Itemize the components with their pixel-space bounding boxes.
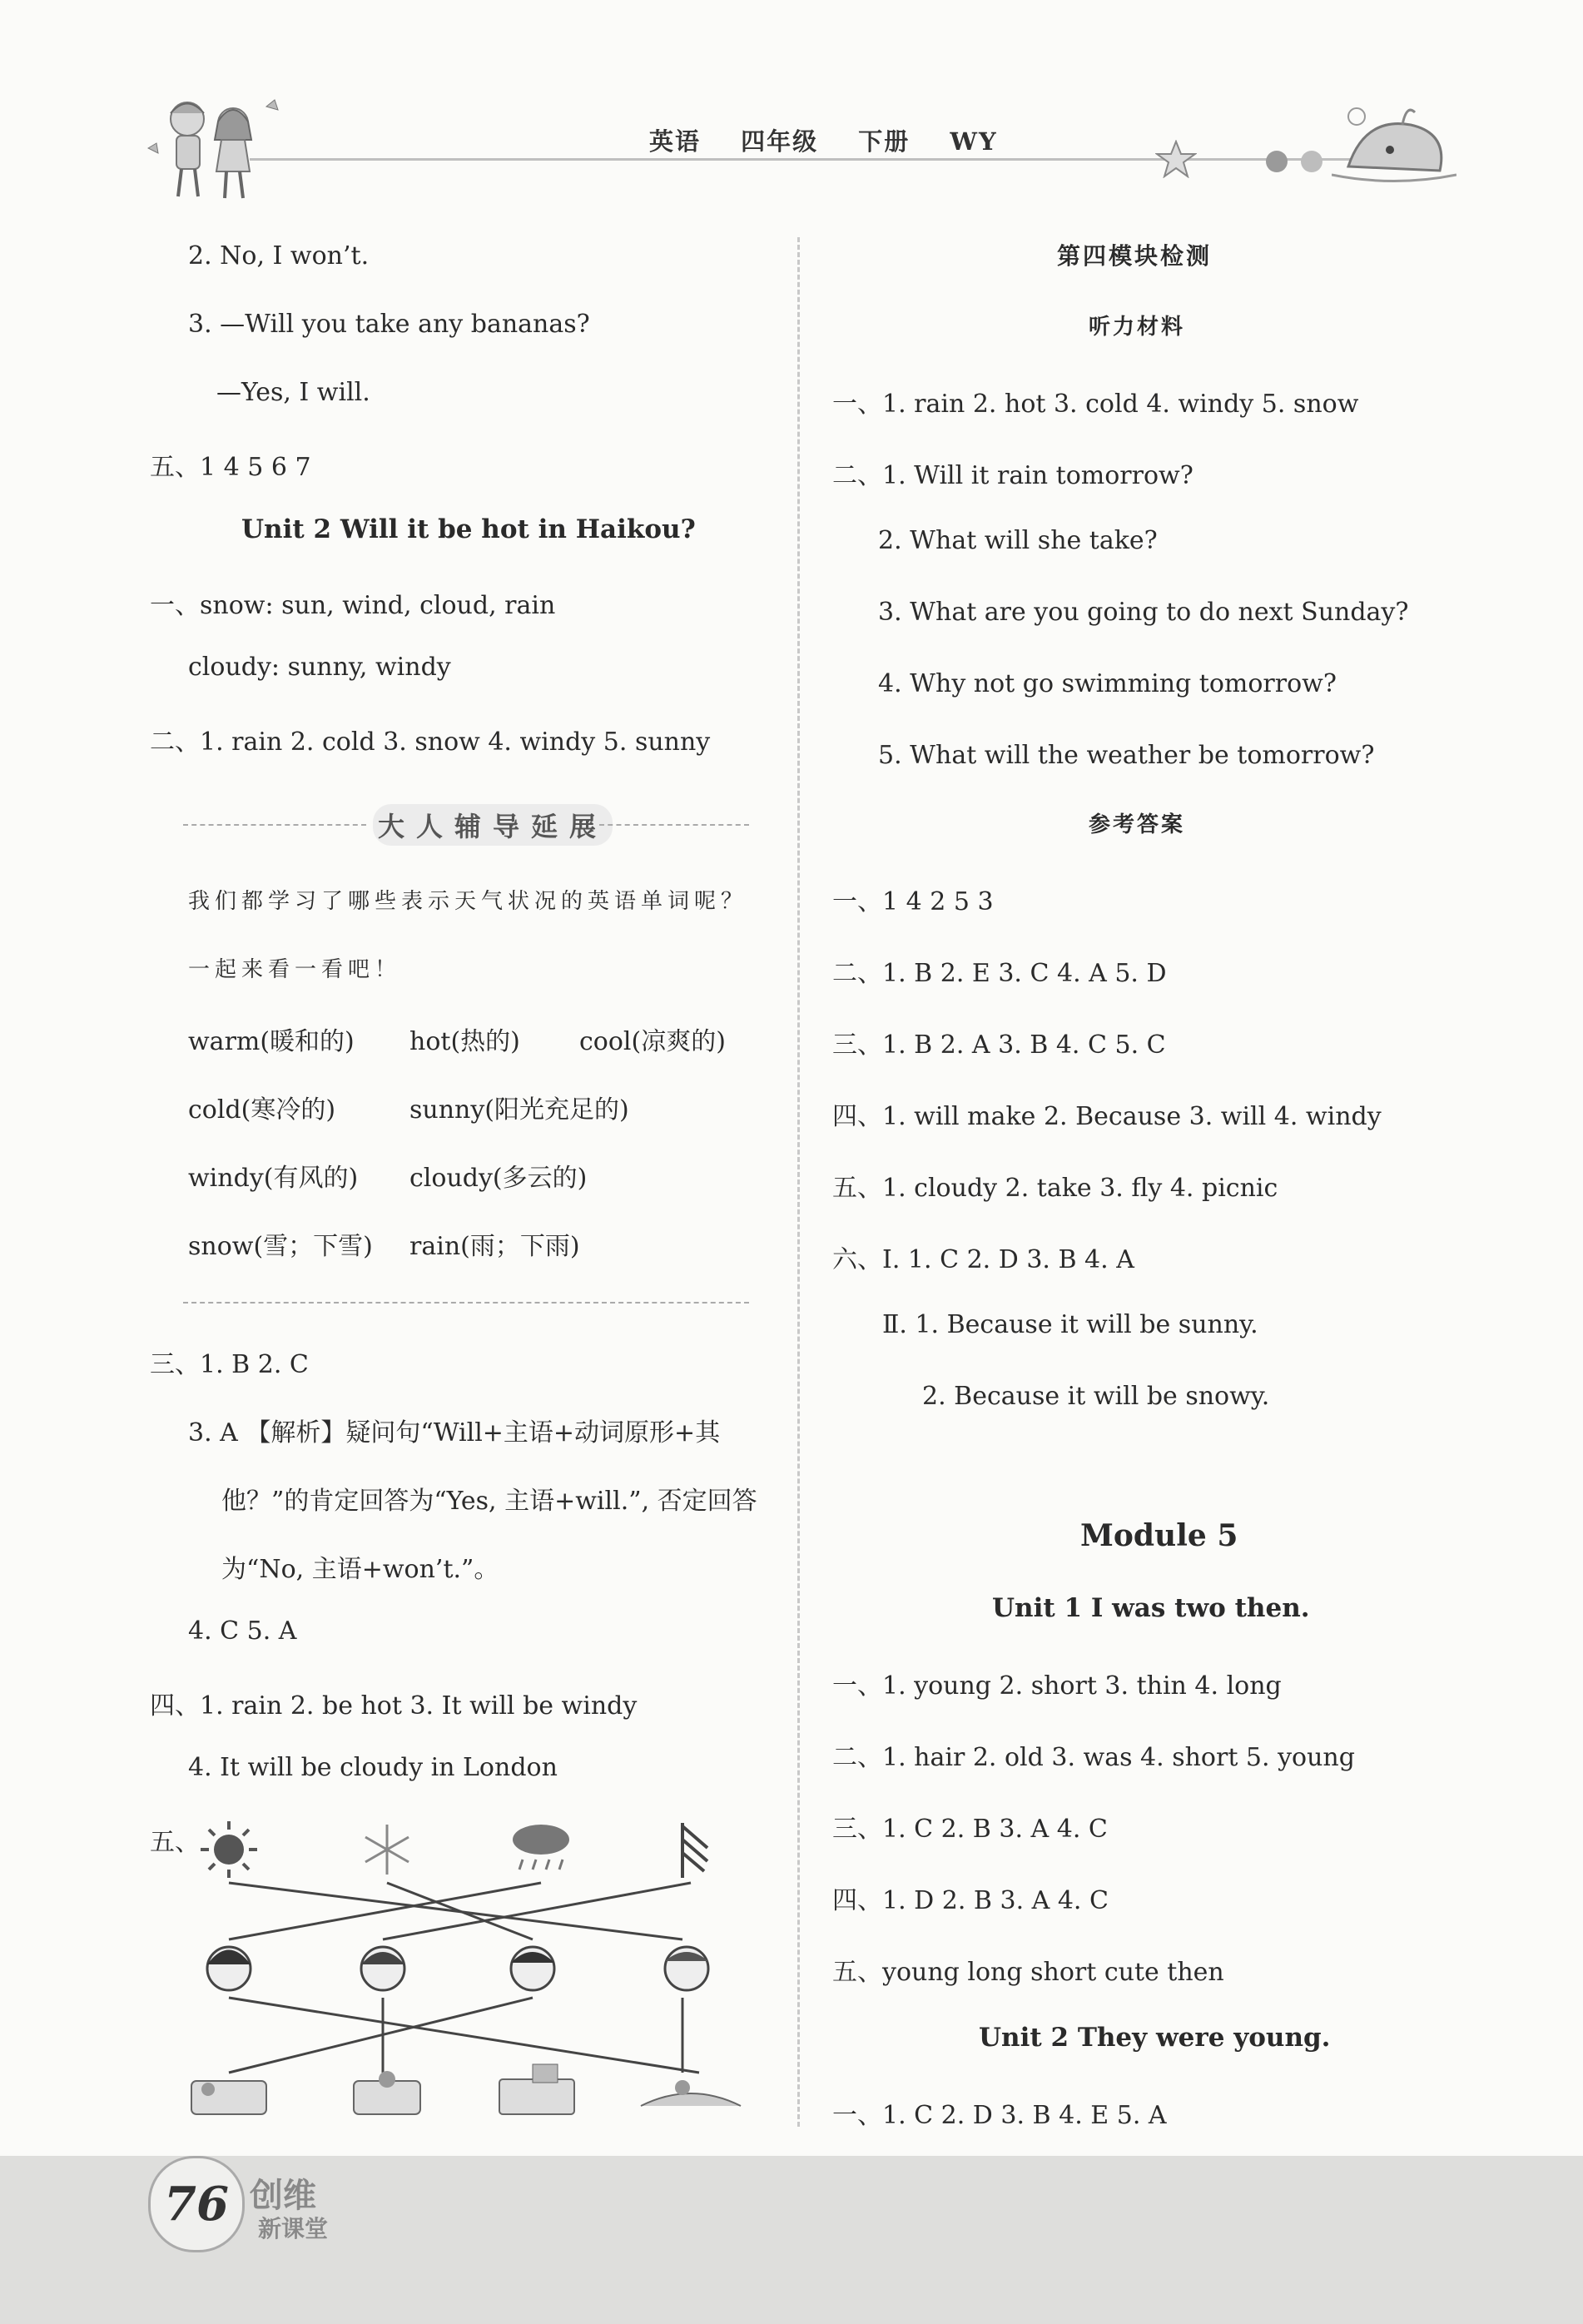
answer-line: 二、1. hair 2. old 3. was 4. short 5. young bbox=[832, 1743, 1355, 1772]
answer-line: 4. C 5. A bbox=[188, 1616, 297, 1646]
matching-lines bbox=[229, 1883, 699, 2073]
answers-title: 参考答案 bbox=[1089, 812, 1186, 837]
unit-title: Unit 2 Will it be hot in Haikou? bbox=[241, 514, 696, 544]
answer-line: 为“No, 主语+won’t.”。 bbox=[221, 1555, 499, 1584]
weather-word: cool(凉爽的) bbox=[579, 1027, 726, 1056]
answer-line: 3. A 【解析】疑问句“Will+主语+动词原形+其 bbox=[188, 1418, 721, 1448]
rain-cloud-icon bbox=[513, 1825, 569, 1870]
answer-line: 五、 bbox=[150, 1828, 200, 1857]
answer-line: 三、1. B 2. A 3. B 4. C 5. C bbox=[832, 1030, 1166, 1060]
answer-line: 四、1. rain 2. be hot 3. It will be windy bbox=[150, 1691, 638, 1721]
header-rule bbox=[250, 158, 1440, 161]
sun-icon bbox=[201, 1821, 257, 1878]
weather-word: cold(寒冷的) bbox=[188, 1095, 336, 1125]
activity-scene-icon bbox=[191, 2081, 266, 2114]
banner-end-rule bbox=[183, 1302, 749, 1304]
weather-word: cloudy(多云的) bbox=[409, 1164, 588, 1193]
child-face-icon bbox=[665, 1947, 708, 1990]
answer-line: 三、1. B 2. C bbox=[150, 1350, 309, 1379]
answer-line: 二、1. Will it rain tomorrow? bbox=[832, 461, 1193, 490]
weather-word: windy(有风的) bbox=[188, 1164, 359, 1193]
guide-text: 我们都学习了哪些表示天气状况的英语单词呢？ bbox=[188, 889, 748, 914]
answer-line: 4. Why not go swimming tomorrow? bbox=[878, 669, 1337, 698]
answer-line: 一、1. rain 2. hot 3. cold 4. windy 5. snow bbox=[832, 390, 1359, 419]
answer-line: 一、1. C 2. D 3. B 4. E 5. A bbox=[832, 2101, 1167, 2130]
answer-line: 五、1. cloudy 2. take 3. fly 4. picnic bbox=[832, 1174, 1278, 1203]
module-title: Module 5 bbox=[1080, 1518, 1238, 1553]
guide-text: 一起来看一看吧！ bbox=[188, 957, 402, 982]
book-title bbox=[649, 123, 1028, 157]
answer-line: 二、1. rain 2. cold 3. snow 4. windy 5. sunny bbox=[150, 727, 711, 757]
answer-line: 4. It will be cloudy in London bbox=[188, 1753, 558, 1782]
answer-line: 一、snow: sun, wind, cloud, rain bbox=[150, 591, 556, 620]
answer-line: 三、1. C 2. B 3. A 4. C bbox=[832, 1815, 1108, 1844]
weather-word: rain(雨；下雨) bbox=[409, 1232, 580, 1261]
brand-subtitle: 新课堂 bbox=[258, 2215, 329, 2242]
answer-line: 四、1. will make 2. Because 3. will 4. windy bbox=[832, 1102, 1382, 1131]
module-test-title: 第四模块检测 bbox=[1057, 242, 1213, 270]
activity-scene-icon bbox=[641, 2080, 741, 2106]
activity-scene-icon bbox=[354, 2071, 420, 2114]
wind-icon bbox=[682, 1823, 707, 1878]
snowflake-icon bbox=[365, 1825, 409, 1875]
answer-line: Ⅱ. 1. Because it will be sunny. bbox=[882, 1310, 1258, 1339]
parent-guide-banner bbox=[183, 804, 749, 846]
banner-rule-right bbox=[599, 824, 749, 826]
volume-label: 下册 bbox=[858, 127, 911, 156]
answer-line: 五、young long short cute then bbox=[832, 1958, 1224, 1987]
weather-word: sunny(阳光充足的) bbox=[409, 1095, 629, 1125]
answer-line: 一、1 4 2 5 3 bbox=[832, 887, 994, 916]
weather-word: warm(暖和的) bbox=[188, 1027, 355, 1056]
child-face-icon bbox=[511, 1947, 554, 1990]
edition-label: WY bbox=[950, 127, 998, 156]
answer-line: —Yes, I will. bbox=[216, 378, 370, 407]
answer-line: 3. —Will you take any bananas? bbox=[188, 310, 590, 339]
brand-logo: 创维 bbox=[250, 2177, 316, 2215]
answer-line: 六、Ⅰ. 1. C 2. D 3. B 4. A bbox=[832, 1245, 1134, 1274]
banner-rule-left bbox=[183, 824, 366, 826]
matching-diagram bbox=[150, 1815, 749, 2131]
listening-title: 听力材料 bbox=[1089, 315, 1186, 340]
child-face-icon bbox=[207, 1947, 251, 1990]
activity-scene-icon bbox=[499, 2064, 574, 2114]
page-header bbox=[0, 0, 1583, 216]
answer-line: 2. No, I won’t. bbox=[188, 241, 370, 271]
answer-line: 他？”的肯定回答为“Yes, 主语+will.”, 否定回答 bbox=[221, 1487, 757, 1516]
subject-label: 英语 bbox=[649, 127, 702, 156]
children-illustration bbox=[141, 90, 291, 206]
unit-title: Unit 1 I was two then. bbox=[992, 1593, 1310, 1623]
answer-line: 3. What are you going to do next Sunday? bbox=[878, 598, 1409, 627]
grade-label: 四年级 bbox=[741, 127, 819, 156]
answer-line: 五、1 4 5 6 7 bbox=[150, 453, 311, 482]
answer-line: 一、1. young 2. short 3. thin 4. long bbox=[832, 1671, 1282, 1701]
star-icon bbox=[1155, 140, 1197, 178]
banner-title: 大人辅导延展 bbox=[373, 804, 613, 846]
answer-line: cloudy: sunny, windy bbox=[188, 653, 451, 682]
page-number: 76 bbox=[148, 2156, 245, 2252]
column-divider bbox=[797, 237, 800, 2127]
child-face-icon bbox=[361, 1947, 404, 1990]
weather-word: snow(雪；下雪) bbox=[188, 1232, 373, 1261]
decorative-dots bbox=[1265, 146, 1332, 180]
answer-line: 四、1. D 2. B 3. A 4. C bbox=[832, 1886, 1109, 1915]
answer-line: 2. Because it will be snowy. bbox=[922, 1382, 1270, 1411]
answer-line: 5. What will the weather be tomorrow? bbox=[878, 741, 1375, 770]
weather-word: hot(热的) bbox=[409, 1027, 520, 1056]
unit-title: Unit 2 They were young. bbox=[979, 2023, 1331, 2053]
answer-line: 二、1. B 2. E 3. C 4. A 5. D bbox=[832, 959, 1167, 988]
answer-line: 2. What will she take? bbox=[878, 526, 1158, 555]
whale-illustration bbox=[1332, 92, 1456, 191]
